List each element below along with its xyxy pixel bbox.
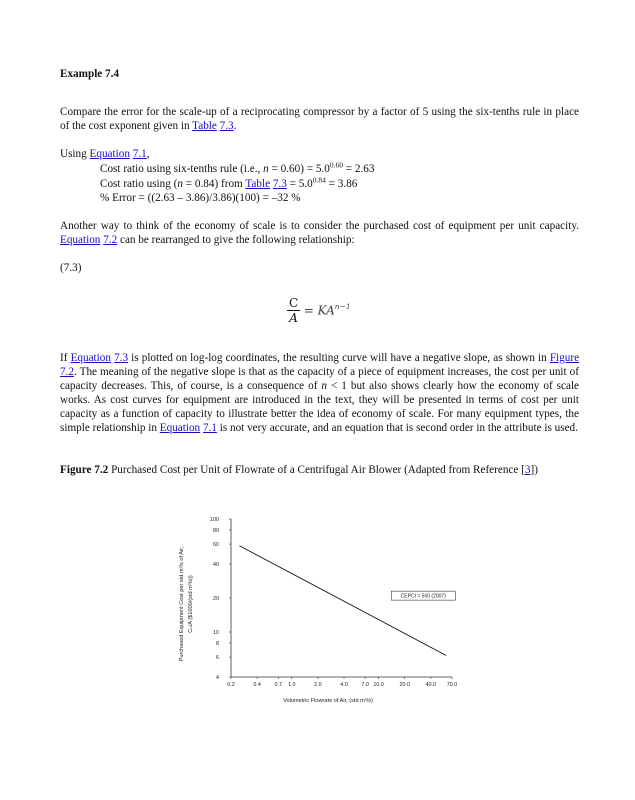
equation-exponent: n−1 xyxy=(334,301,351,311)
equation-rhs: = KA xyxy=(303,303,335,318)
y-tick-label: 20 xyxy=(213,596,219,602)
period: . xyxy=(233,120,237,132)
calc2-result: = 3.86 xyxy=(325,178,358,190)
x-tick-label: 70.0 xyxy=(446,682,458,688)
caption-bracket-close: ]) xyxy=(530,464,538,476)
equation-link[interactable]: Equation xyxy=(89,148,130,160)
paragraph-3 xyxy=(60,351,579,435)
equation-link-4[interactable]: Equation xyxy=(159,422,201,434)
figure-7-2-chart xyxy=(170,510,470,710)
y-tick-label: 4 xyxy=(216,675,219,681)
equation-label: (7.3) xyxy=(60,262,82,274)
x-tick-label: 0.7 xyxy=(274,682,283,688)
table-number-link-2[interactable]: 7.3 xyxy=(272,178,287,190)
y-tick-label: 40 xyxy=(213,561,219,568)
figure-number-link[interactable]: 7.2 xyxy=(60,366,74,378)
x-tick-label: 0.4 xyxy=(253,682,261,688)
equation-number-link-4[interactable]: 7.1 xyxy=(202,422,217,434)
y-tick-label: 8 xyxy=(216,640,219,647)
caption-text: Purchased Cost per Unit of Flowrate of a Centrifugal Air Blower (Adapted from Reference xyxy=(111,464,519,476)
y-tick-label: 100 xyxy=(210,517,219,523)
x-tick-label: 2.0 xyxy=(314,682,322,688)
para2-text-b: can be rearranged to give the following relationship: xyxy=(119,234,355,246)
equation-link-2[interactable]: Equation xyxy=(60,234,101,246)
calc-line-2 xyxy=(60,177,357,191)
calc1-n: n xyxy=(263,163,269,175)
caption-label: Figure 7.2 xyxy=(60,464,109,476)
equation-denominator: A xyxy=(287,310,300,325)
calc2-n: n xyxy=(177,178,183,190)
para2-text-a: Another way to think of the economy of scale is to consider the purchased cost of equipment per unit capacity. xyxy=(60,220,579,232)
calc2-exponent: 0.84 xyxy=(312,175,326,185)
table-link[interactable]: Table xyxy=(192,120,217,132)
equation-number-link-3[interactable]: 7.3 xyxy=(114,352,129,364)
table-link-2[interactable]: Table xyxy=(245,178,271,190)
y-tick-label: 80 xyxy=(213,527,219,534)
using-line xyxy=(60,147,150,161)
table-number-link[interactable]: 7.3 xyxy=(219,120,234,132)
y-tick-label: 60 xyxy=(213,542,219,549)
calc-line-1 xyxy=(60,162,374,176)
para3-text-e: is not very accurate, and an equation that is second order in the attribute is used. xyxy=(219,422,578,434)
caption-bracket-open: [ xyxy=(521,464,525,476)
x-axis-label: Volumetric Flowrate of Air, (std m³/s) xyxy=(283,698,373,704)
figure-caption xyxy=(60,463,579,477)
reference-link[interactable]: 3 xyxy=(524,464,531,476)
example-title: Example 7.4 xyxy=(60,68,120,80)
equation-number-link[interactable]: 7.1 xyxy=(132,148,147,160)
equation-number-link-2[interactable]: 7.2 xyxy=(103,234,118,246)
x-tick-label: 4.0 xyxy=(340,682,348,688)
y-axis-label-line1: Purchased Equipment Cost per std m³/s of Air, xyxy=(179,546,185,662)
para3-text-d: < 1 but also shows clearly how the economy of scale works. As cost curves for equipment are introduced in the text, they will be presented in terms of cost per unit capacity as a function of capacity to illustrate better the idea of economy of scale. For many equipment types, the simple relationship in xyxy=(60,380,580,434)
x-tick-label: 7.0 xyxy=(361,682,369,688)
equation-7-3 xyxy=(287,296,351,325)
series-line xyxy=(239,546,446,656)
calc2-text-b: = 0.84) from xyxy=(182,178,246,190)
paragraph-2 xyxy=(60,219,579,247)
calc2-text-c: = 5.0 xyxy=(286,178,313,190)
calc1-text-a: Cost ratio using six-tenths rule (i.e., xyxy=(100,163,264,175)
calc2-text-a: Cost ratio using ( xyxy=(100,178,178,190)
calc1-result: = 2.63 xyxy=(342,163,375,175)
x-tick-label: 10.0 xyxy=(373,682,384,688)
para3-text-a: If xyxy=(60,352,68,364)
comma: , xyxy=(146,148,150,160)
y-tick-label: 10 xyxy=(213,630,219,637)
using-prefix: Using xyxy=(60,148,87,160)
calc-line-3: % Error = ((2.63 – 3.86)/3.86)(100) = –32 % xyxy=(100,192,301,204)
x-tick-label: 40.0 xyxy=(425,682,437,688)
y-axis-label-line2: Cₚ/A ($1000/(std m³/s)) xyxy=(188,575,194,633)
equation-link-3[interactable]: Equation xyxy=(70,352,111,364)
x-tick-label: 20.0 xyxy=(399,682,410,688)
annotation-text: CEPCI = 500 (2007) xyxy=(400,593,446,600)
para3-text-b: is plotted on log-log coordinates, the resulting curve will have a negative slope, as shown in xyxy=(131,352,547,364)
para3-text-c: . The meaning of the negative slope is that as the capacity of a piece of equipment increases, the cost per unit of capacity decreases. This, of course, is a consequence of xyxy=(60,366,579,392)
figure-link[interactable]: Figure xyxy=(549,352,580,364)
intro-paragraph xyxy=(60,105,579,133)
intro-text: Compare the error for the scale-up of a reciprocating compressor by a factor of 5 using the six-tenths rule in place of the cost exponent given in xyxy=(60,106,579,132)
equation-numerator: C xyxy=(289,296,299,310)
calc1-text-b: = 0.60) = 5.0 xyxy=(268,163,330,175)
para3-n: n xyxy=(321,380,328,392)
x-tick-label: 1.0 xyxy=(287,682,296,688)
x-tick-label: 0.2 xyxy=(227,682,235,688)
calc1-exponent: 0.60 xyxy=(329,160,343,170)
y-tick-label: 6 xyxy=(216,655,219,662)
